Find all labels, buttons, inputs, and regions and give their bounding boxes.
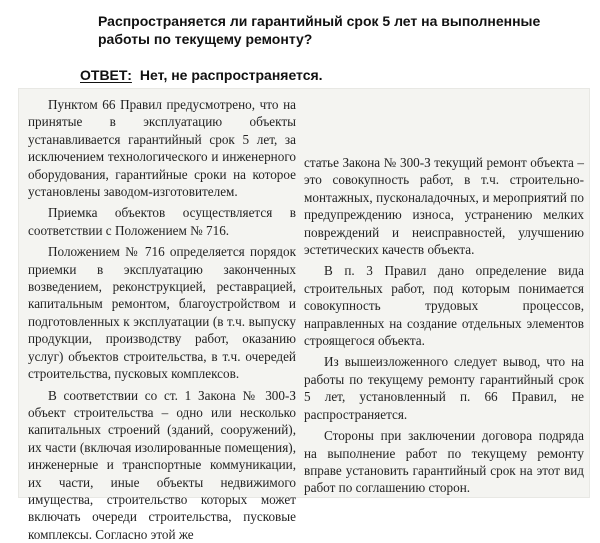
answer-text: Нет, не распространяется. (140, 67, 323, 83)
answer-label: ОТВЕТ: (80, 67, 132, 83)
left-paragraph-1: Пунктом 66 Правил предусмотрено, что на принятые в эксплуатацию объекты устанавливается гарантийный срок 5 лет, за исключением технологического и инженерного оборудования, гарантийные сроки на которое установлены заводом-изготовителем. (28, 96, 296, 200)
right-paragraph-1: статье Закона № 300-З текущий ремонт объекта – это совокупность работ, в т.ч. строительно-монтажных, пусконаладочных, и мероприятий по предупреждению износа, устранению мелких повреждений и неисправностей, улучшению эстетических качеств объекта. (304, 154, 584, 258)
left-column (28, 96, 296, 543)
right-paragraph-4: Стороны при заключении договора подряда на выполнение работ по текущему ремонту вправе установить гарантийный срок на этот вид работ по соглашению сторон. (304, 427, 584, 497)
left-paragraph-2: Приемка объектов осуществляется в соответствии с Положением № 716. (28, 204, 296, 239)
right-paragraph-3: Из вышеизложенного следует вывод, что на работы по текущему ремонту гарантийный срок 5 лет, установленный п. 66 Правил, не распространяется. (304, 353, 584, 423)
left-paragraph-3: Положением № 716 определяется порядок приемки в эксплуатацию законченных возведением, реконструкцией, реставрацией, капитальным ремонтом, благоустройством и подготовленных к эксплуатации (в т.ч. выпуску продукции, производству работ, оказанию услуг) объектов строительства, в т.ч. очередей строительства, пусковых комплексов. (28, 243, 296, 382)
left-paragraph-4: В соответствии со ст. 1 Закона № 300-З объект строительства – одно или несколько капитальных строений (зданий, сооружений), их части (включая изолированные помещения), инженерные и транспортные коммуникации, их части, иные объекты недвижимого имущества, строительство которых может включать очереди строительства, пусковые комплексы. Согласно этой же (28, 387, 296, 543)
right-column (304, 154, 584, 497)
answer-line (80, 66, 323, 84)
right-paragraph-2: В п. 3 Правил дано определение вида строительных работ, под которым понимается совокупность трудовых процессов, направленных на создание отдельных элементов строящегося объекта. (304, 262, 584, 349)
question-heading: Распространяется ли гарантийный срок 5 лет на выполненные работы по текущему ремонту? (98, 12, 578, 48)
